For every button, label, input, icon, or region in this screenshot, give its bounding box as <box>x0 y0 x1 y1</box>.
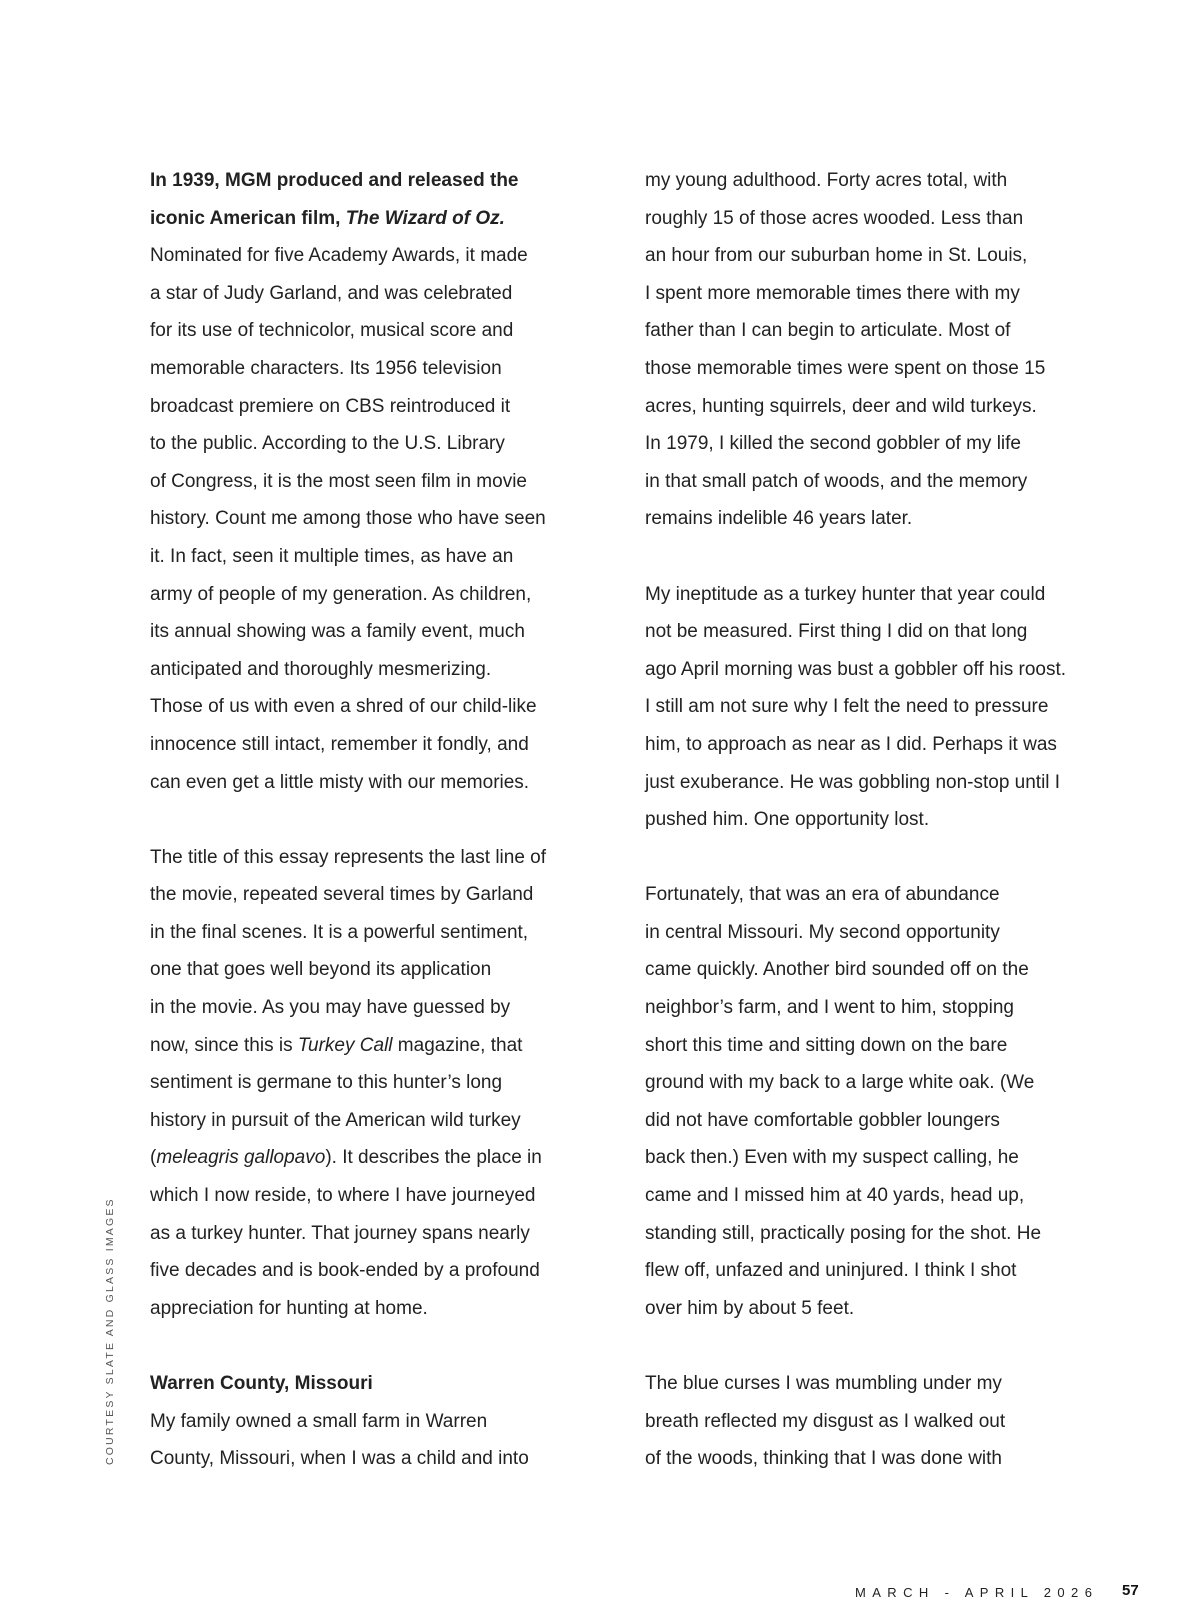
text-line: the movie, repeated several times by Garland <box>150 884 534 906</box>
text-line: Nominated for five Academy Awards, it made <box>150 245 528 267</box>
text-line: for its use of technicolor, musical score and <box>150 320 514 342</box>
text-line: My ineptitude as a turkey hunter that year could <box>645 583 1046 605</box>
text-line: as a turkey hunter. That journey spans nearly <box>150 1222 530 1244</box>
text-line: The title of this essay represents the last line of <box>150 846 547 868</box>
text-line: acres, hunting squirrels, deer and wild turkeys. <box>645 395 1037 417</box>
paragraph-curses <box>645 1365 1100 1478</box>
intro-bold-text: iconic American film, <box>150 207 346 229</box>
text-line: came quickly. Another bird sounded off on the <box>645 959 1029 981</box>
paragraph-continued <box>645 162 1100 538</box>
section-subheading: Warren County, Missouri <box>150 1373 373 1394</box>
species-name: meleagris gallopavo <box>156 1147 326 1169</box>
text-line: ground with my back to a large white oak. (We <box>645 1072 1035 1094</box>
text-line: in the movie. As you may have guessed by <box>150 997 511 1019</box>
text-line: an hour from our suburban home in St. Louis, <box>645 245 1028 267</box>
issue-date: MARCH - APRIL 2026 <box>855 1585 1099 1600</box>
text-line: to the public. According to the U.S. Library <box>150 433 505 455</box>
text-line: remains indelible 46 years later. <box>645 508 913 530</box>
text-line: standing still, practically posing for the shot. He <box>645 1222 1042 1244</box>
page-number: 57 <box>1122 1582 1139 1599</box>
text-line: The blue curses I was mumbling under my <box>645 1373 1002 1394</box>
right-column <box>645 162 1100 1478</box>
text-line: pushed him. One opportunity lost. <box>645 809 930 831</box>
paragraph-2 <box>150 839 600 1328</box>
paragraph-1 <box>150 237 600 801</box>
text-line: of the woods, thinking that I was done with <box>645 1448 1002 1470</box>
paragraph-gap <box>150 801 600 839</box>
text-line: father than I can begin to articulate. Most of <box>645 320 1011 342</box>
text-line: roughly 15 of those acres wooded. Less than <box>645 207 1024 229</box>
text-line: a star of Judy Garland, and was celebrated <box>150 282 513 304</box>
paragraph-gap <box>645 839 1100 877</box>
text-line: its annual showing was a family event, much <box>150 621 525 643</box>
text-line: in that small patch of woods, and the memory <box>645 470 1028 492</box>
text-line <box>150 1139 600 1177</box>
paragraph-abundance <box>645 876 1100 1327</box>
text-line: breath reflected my disgust as I walked out <box>645 1410 1006 1432</box>
text-run: ( <box>150 1147 157 1169</box>
text-run: now, since this is <box>150 1034 298 1056</box>
text-line <box>150 1027 600 1065</box>
paragraph-ineptitude <box>645 576 1100 839</box>
film-title: The Wizard of Oz. <box>345 207 505 229</box>
text-line: neighbor’s farm, and I went to him, stopping <box>645 997 1014 1019</box>
text-line: history. Count me among those who have seen <box>150 508 546 530</box>
paragraph-gap <box>150 1327 600 1365</box>
text-line: those memorable times were spent on those 15 <box>645 357 1046 379</box>
text-line: came and I missed him at 40 yards, head up, <box>645 1185 1025 1207</box>
text-line: army of people of my generation. As children, <box>150 583 532 605</box>
text-line: anticipated and thoroughly mesmerizing. <box>150 658 492 680</box>
photo-credit: COURTESY SLATE AND GLASS IMAGES <box>104 1197 116 1465</box>
text-line: broadcast premiere on CBS reintroduced it <box>150 395 511 417</box>
text-line: history in pursuit of the American wild turkey <box>150 1109 521 1131</box>
text-line: Those of us with even a shred of our child-like <box>150 696 537 718</box>
text-line: memorable characters. Its 1956 television <box>150 357 502 379</box>
text-line: flew off, unfazed and uninjured. I think I shot <box>645 1260 1017 1282</box>
magazine-name: Turkey Call <box>297 1034 393 1056</box>
intro-bold-line <box>150 200 600 238</box>
text-line: in the final scenes. It is a powerful sentiment, <box>150 921 529 943</box>
text-line: him, to approach as near as I did. Perhaps it was <box>645 733 1057 755</box>
text-line: Fortunately, that was an era of abundance <box>645 884 1000 906</box>
text-line: not be measured. First thing I did on that long <box>645 621 1028 643</box>
text-line: which I now reside, to where I have journeyed <box>150 1185 536 1207</box>
text-line: can even get a little misty with our memories. <box>150 771 530 793</box>
text-line: in central Missouri. My second opportunity <box>645 921 1000 943</box>
text-line: one that goes well beyond its application <box>150 959 492 981</box>
text-line: did not have comfortable gobbler loungers <box>645 1109 1000 1131</box>
text-line: over him by about 5 feet. <box>645 1297 855 1319</box>
left-column <box>150 162 600 1478</box>
text-line: of Congress, it is the most seen film in movie <box>150 470 527 492</box>
text-line: back then.) Even with my suspect calling, he <box>645 1147 1019 1169</box>
text-line: five decades and is book-ended by a profound <box>150 1260 540 1282</box>
intro-bold-line: In 1939, MGM produced and released the <box>150 170 519 191</box>
paragraph-gap <box>645 538 1100 576</box>
text-line: appreciation for hunting at home. <box>150 1297 428 1319</box>
text-line: short this time and sitting down on the bare <box>645 1034 1008 1056</box>
text-line: I still am not sure why I felt the need to pressure <box>645 696 1049 718</box>
paragraph-gap <box>645 1327 1100 1365</box>
paragraph-3 <box>150 1403 600 1478</box>
text-line: ago April morning was bust a gobbler off his roost. <box>645 658 1067 680</box>
text-line: sentiment is germane to this hunter’s long <box>150 1072 503 1094</box>
text-line: my young adulthood. Forty acres total, with <box>645 170 1008 191</box>
text-line: just exuberance. He was gobbling non-stop until I <box>645 771 1061 793</box>
text-run: ). It describes the place in <box>325 1147 542 1169</box>
text-line: In 1979, I killed the second gobbler of my life <box>645 433 1022 455</box>
text-line: innocence still intact, remember it fondly, and <box>150 733 529 755</box>
text-line: I spent more memorable times there with my <box>645 282 1020 304</box>
text-line: County, Missouri, when I was a child and into <box>150 1448 529 1470</box>
text-line: it. In fact, seen it multiple times, as have an <box>150 545 514 567</box>
text-run: magazine, that <box>392 1034 523 1056</box>
text-line: My family owned a small farm in Warren <box>150 1410 488 1432</box>
